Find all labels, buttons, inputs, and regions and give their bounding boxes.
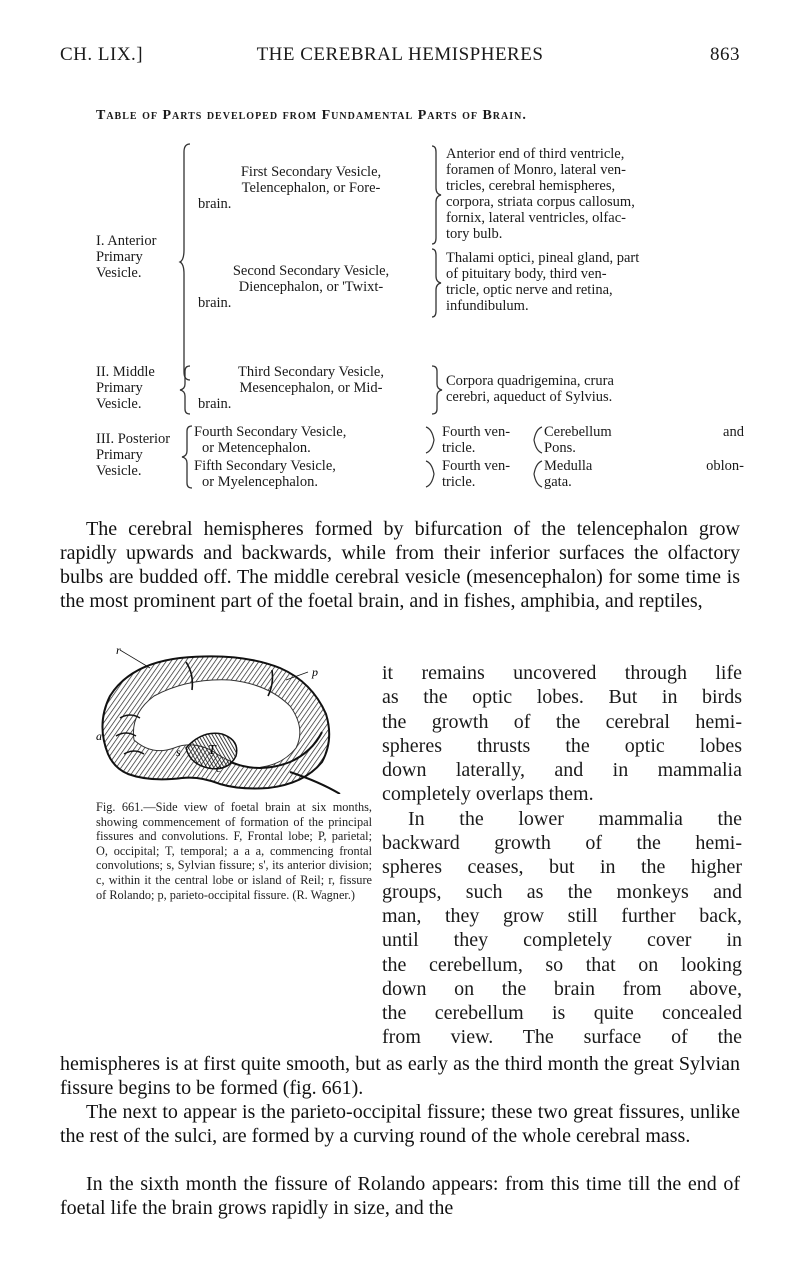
secondary-vesicle-name <box>194 458 424 490</box>
figure-caption: Fig. 661.—Side view of foetal brain at six months, showing commencement of formation of the principal fissures and convolutions. F, Frontal lobe; P, parietal; O, occipital; T, temporal; a a a, commencing frontal convolutions; s, Sylvian fissure; s', its anterior division; c, within it the central lobe or island of Reil; r, fissure of Rolando; p, parieto-occipital fissure. (R. Wagner.) <box>96 800 372 902</box>
parts-line: infundibulum. <box>446 298 529 314</box>
parts-line: tory bulb. <box>446 226 503 242</box>
wrapped-text-column <box>382 661 742 1050</box>
brace-icon <box>430 364 444 416</box>
text-line: spheres ceases, but in the higher <box>382 856 742 879</box>
brace-icon <box>430 247 444 319</box>
secondary-vesicle-name <box>188 164 434 212</box>
brace-icon <box>424 424 438 492</box>
running-title: THE CEREBRAL HEMISPHERES <box>256 44 544 65</box>
primary-vesicle-label <box>96 233 181 281</box>
derived-parts <box>446 373 746 405</box>
name-line: Fifth Secondary Vesicle, <box>194 458 336 474</box>
parts-line: foramen of Monro, lateral ven- <box>446 162 626 178</box>
brainstem-line <box>290 772 340 794</box>
primary-line: II. Middle <box>96 364 155 380</box>
text-line: down laterally, and in mammalia <box>382 759 742 782</box>
text-line: backward growth of the hemi- <box>382 832 742 855</box>
paragraph: hemispheres is at first quite smooth, but as early as the third month the great Sylvian fissure begins to be formed (fig. 661). <box>60 1053 740 1099</box>
parts-line: Medulla oblon- <box>544 458 744 474</box>
label-r: r <box>116 644 121 657</box>
text-line: down on the brain from above, <box>382 977 742 1000</box>
figure-fetal-brain <box>90 644 380 794</box>
ventricle-line: Fourth ven- <box>442 424 511 440</box>
text-line: the cerebellum, so that on looking <box>382 953 742 976</box>
text-line: as the optic lobes. But in birds <box>382 686 742 709</box>
brace-icon <box>180 424 194 490</box>
label-T: T <box>208 743 216 758</box>
fetal-brain-illustration <box>90 644 380 794</box>
brace-icon <box>530 424 544 492</box>
parts-line: Pons. <box>544 440 576 456</box>
paragraph: In the sixth month the fissure of Rolando appears: from this time till the end of foetal life the brain grows rapidly in size, and the <box>60 1173 740 1219</box>
text-line: spheres thrusts the optic lobes <box>382 734 742 757</box>
primary-line: Primary <box>96 249 143 265</box>
name-line: Third Secondary Vesicle, <box>238 364 384 380</box>
parts-line: Anterior end of third ventricle, <box>446 146 625 162</box>
derived-parts <box>544 458 744 490</box>
parts-line: Cerebellum and <box>544 424 744 440</box>
parts-line: of pituitary body, third ven- <box>446 266 607 282</box>
name-line: Mesencephalon, or Mid- <box>239 380 383 396</box>
ventricle-line: tricle. <box>442 474 476 490</box>
text-line: it remains uncovered through life <box>382 662 742 684</box>
parts-line: tricle, optic nerve and retina, <box>446 282 613 298</box>
parts-line: corpora, striata corpus callosum, <box>446 194 635 210</box>
primary-vesicle-label <box>96 431 181 479</box>
name-line: Telencephalon, or Fore- <box>241 180 381 196</box>
text-line: completely overlaps them. <box>382 783 594 806</box>
secondary-vesicle-name <box>188 364 434 412</box>
ventricle-line: tricle. <box>442 440 476 456</box>
derived-parts <box>446 250 746 314</box>
text-line: groups, such as the monkeys and <box>382 880 742 903</box>
primary-line: I. Anterior <box>96 233 157 249</box>
name-line: brain. <box>198 396 232 412</box>
secondary-vesicle-name <box>188 263 434 311</box>
text-line: from view. The surface of the <box>382 1026 742 1049</box>
primary-line: Vesicle. <box>96 396 142 412</box>
derived-parts <box>544 424 744 456</box>
ventricle-label <box>442 458 532 490</box>
text-line: In the lower mammalia the <box>408 807 742 830</box>
name-line: brain. <box>198 196 232 212</box>
parts-line: fornix, lateral ventricles, olfac- <box>446 210 626 226</box>
page-number: 863 <box>710 44 740 65</box>
paragraph: The cerebral hemispheres formed by bifurcation of the telencephalon grow rapidly upwards and backwards, while from their inferior surfaces the olfactory bulbs are budded off. The middle cerebral vesicle (mesencephalon) for some time is the most prominent part of the foetal brain, and in fishes, amphibia, and reptiles, <box>60 518 740 612</box>
parts-line: Corpora quadrigemina, crura <box>446 373 614 389</box>
brace-icon <box>430 144 444 246</box>
text-line: the cerebellum is quite concealed <box>382 1002 742 1025</box>
table-title: Table of Parts developed from Fundamental Parts of Brain. <box>96 108 527 123</box>
primary-line: Vesicle. <box>96 265 142 281</box>
secondary-vesicle-name <box>194 424 424 456</box>
ventricle-line: Fourth ven- <box>442 458 511 474</box>
label-s: s <box>176 745 181 759</box>
running-header <box>60 44 740 74</box>
parts-line: gata. <box>544 474 572 490</box>
primary-vesicle-label <box>96 364 181 412</box>
primary-line: Primary <box>96 380 143 396</box>
leader-line <box>120 650 150 668</box>
text-line: the growth of the cerebral hemi- <box>382 710 742 733</box>
parts-line: tricles, cerebral hemispheres, <box>446 178 616 194</box>
derived-parts <box>446 146 746 242</box>
name-line: or Myelencephalon. <box>202 474 318 490</box>
name-line: Diencephalon, or 'Twixt- <box>238 279 384 295</box>
name-line: brain. <box>198 295 232 311</box>
text-line: man, they grow still further back, <box>382 904 742 927</box>
label-c: c <box>216 761 222 775</box>
paragraph: The next to appear is the parieto-occipital fissure; these two great fissures, unlike the rest of the sulci, are formed by a curving round of the whole cerebral mass. <box>60 1101 740 1147</box>
chapter-label: CH. LIX.] <box>60 44 144 65</box>
name-line: or Metencephalon. <box>202 440 311 456</box>
label-p: p <box>312 665 318 679</box>
primary-line: Vesicle. <box>96 463 142 479</box>
parts-line: Thalami optici, pineal gland, part <box>446 250 640 266</box>
primary-line: Primary <box>96 447 143 463</box>
parts-line: cerebri, aqueduct of Sylvius. <box>446 389 613 405</box>
ventricle-label <box>442 424 532 456</box>
name-line: Fourth Secondary Vesicle, <box>194 424 347 440</box>
name-line: First Secondary Vesicle, <box>240 164 382 180</box>
label-a: a <box>96 729 102 743</box>
name-line: Second Secondary Vesicle, <box>232 263 390 279</box>
text-line: until they completely cover in <box>382 929 742 952</box>
primary-line: III. Posterior <box>96 431 171 447</box>
